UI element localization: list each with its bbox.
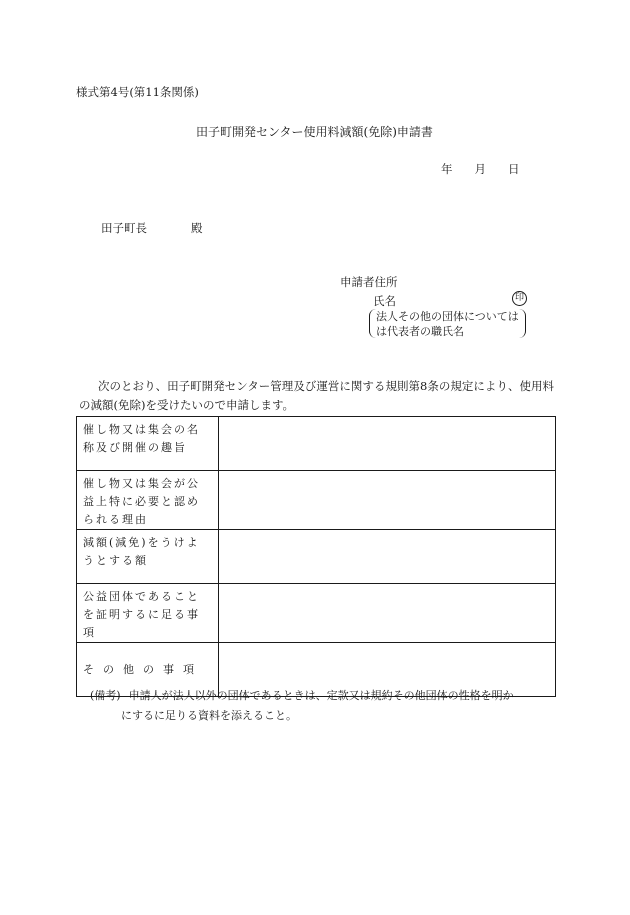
seal-mark: 印 [512, 291, 527, 306]
remarks [90, 686, 554, 726]
row-label: その他の事項 [77, 643, 219, 697]
date-month: 月 [474, 162, 486, 176]
row-value-field[interactable] [218, 584, 555, 643]
application-table [76, 416, 556, 697]
addressee-honorific: 殿 [191, 221, 203, 235]
corporate-representative-note: 法人その他の団体についてはは代表者の職氏名 [369, 309, 526, 338]
date-line [441, 161, 520, 177]
application-statement: 次のとおり、田子町開発センター管理及び運営に関する規則第8条の規定により、使用料の減額(免除)を受けたいので申請します。 [79, 379, 554, 412]
addressee-name: 田子町長 [101, 221, 147, 235]
applicant-address-label: 申請者住所 [340, 275, 398, 289]
row-label: 公益団体であることを証明するに足る事項 [77, 584, 219, 643]
remarks-line-1: 申請人が法人以外の団体であるときは、定款又は規約その他団体の性格を明か [128, 689, 514, 702]
row-value-field[interactable] [218, 530, 555, 584]
page-title: 田子町開発センター使用料減額(免除)申請書 [196, 125, 433, 139]
applicant-name-label: 氏名 [373, 294, 396, 308]
row-label: 減額(減免)をうけようとする額 [77, 530, 219, 584]
date-year: 年 [441, 162, 453, 176]
table-row [77, 417, 556, 471]
table-row [77, 584, 556, 643]
date-day: 日 [508, 162, 520, 176]
form-number: 様式第4号(第11条関係) [76, 85, 199, 99]
table-row [77, 471, 556, 530]
remarks-heading: (備考) [90, 689, 121, 702]
row-value-field[interactable] [218, 471, 555, 530]
row-label: 催し物又は集会が公益上特に必要と認められる理由 [77, 471, 219, 530]
table-row [77, 530, 556, 584]
addressee [101, 220, 203, 236]
row-label: 催し物又は集会の名称及び開催の趣旨 [77, 417, 219, 471]
remarks-line-2: にするに足りる資料を添えること。 [121, 709, 297, 722]
row-value-field[interactable] [218, 417, 555, 471]
